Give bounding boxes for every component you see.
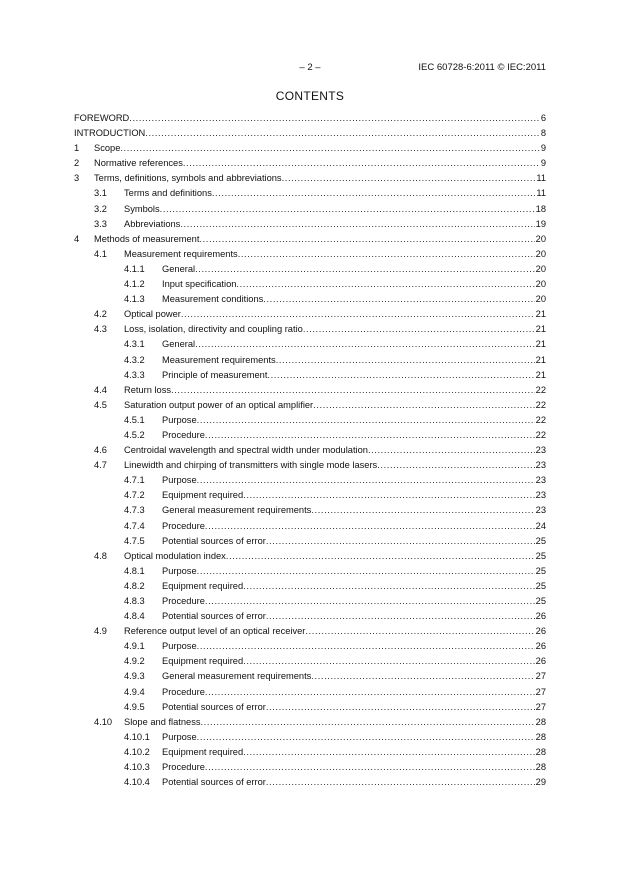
toc-entry-body	[124, 443, 546, 458]
toc-entry-page: 18	[535, 203, 546, 214]
toc-entry-title: Principle of measurement	[162, 369, 268, 380]
toc-entry-number: 4.3.1	[124, 339, 145, 350]
dot-leader	[180, 217, 534, 232]
toc-entry-body	[94, 171, 546, 186]
toc-entry[interactable]	[74, 141, 546, 156]
toc-entry-title: Equipment required	[162, 656, 244, 667]
toc-entry-page: 26	[535, 611, 546, 622]
toc-entry-number: 4.10	[94, 716, 113, 727]
toc-entry-title: INTRODUCTION	[74, 128, 146, 139]
dot-leader	[243, 745, 535, 760]
toc-entry-title: Return loss	[124, 384, 172, 395]
toc-entry-number: 4.1.1	[124, 263, 145, 274]
toc-entry-body	[162, 292, 546, 307]
toc-entry[interactable]	[74, 473, 546, 488]
dot-leader	[197, 413, 535, 428]
toc-entry-body	[162, 503, 546, 518]
toc-entry-number: 3.2	[94, 203, 107, 214]
toc-entry-page: 24	[535, 520, 546, 531]
toc-entry-number: 4.3.3	[124, 369, 145, 380]
toc-entry[interactable]	[74, 217, 546, 232]
toc-entry-body	[162, 730, 546, 745]
dot-leader	[266, 775, 535, 790]
toc-entry-number: 4.8.1	[124, 565, 145, 576]
dot-leader	[236, 277, 534, 292]
toc-entry-page: 8	[540, 128, 546, 139]
dot-leader	[243, 488, 535, 503]
toc-entry-body	[124, 247, 546, 262]
toc-entry-page: 22	[535, 399, 546, 410]
dot-leader	[201, 715, 535, 730]
toc-entry[interactable]	[74, 639, 546, 654]
toc-entry[interactable]	[74, 322, 546, 337]
toc-entry-body	[124, 202, 546, 217]
dot-leader	[303, 322, 535, 337]
toc-entry[interactable]	[74, 443, 546, 458]
toc-entry[interactable]	[74, 624, 546, 639]
dot-leader	[197, 639, 535, 654]
dot-leader	[205, 428, 535, 443]
toc-entry-page: 23	[535, 460, 546, 471]
toc-entry-number: 4.8.2	[124, 580, 145, 591]
toc-entry-number: 3	[74, 173, 80, 184]
toc-entry-body	[162, 413, 546, 428]
toc-entry-number: 4.6	[94, 445, 107, 456]
toc-entry-body	[124, 458, 546, 473]
toc-entry-body	[162, 473, 546, 488]
toc-entry-title: Terms, definitions, symbols and abbreviations	[94, 173, 282, 184]
toc-entry[interactable]	[74, 579, 546, 594]
toc-entry[interactable]	[74, 564, 546, 579]
toc-entry-page: 21	[535, 354, 546, 365]
toc-entry-title: Measurement requirements	[162, 354, 276, 365]
toc-entry-number: 4.1	[94, 248, 107, 259]
toc-entry-page: 11	[536, 188, 546, 199]
toc-entry[interactable]	[74, 292, 546, 307]
toc-entry-page: 11	[536, 173, 546, 184]
toc-entry-body	[162, 262, 546, 277]
toc-entry-page: 25	[535, 535, 546, 546]
toc-entry-page: 21	[535, 369, 546, 380]
toc-entry[interactable]	[74, 654, 546, 669]
toc-entry-number: 4.1.3	[124, 294, 145, 305]
toc-entry-body	[162, 639, 546, 654]
toc-entry-body	[162, 654, 546, 669]
toc-entry-page: 21	[535, 339, 546, 350]
page-title: CONTENTS	[275, 89, 345, 103]
dot-leader	[197, 730, 535, 745]
toc-entry[interactable]	[74, 428, 546, 443]
toc-entry-page: 27	[535, 701, 546, 712]
toc-entry-page: 19	[535, 218, 546, 229]
toc-entry-body	[162, 353, 546, 368]
toc-entry-body	[162, 368, 546, 383]
dot-leader	[129, 111, 540, 126]
toc-entry-page: 26	[535, 641, 546, 652]
toc-entry[interactable]	[74, 202, 546, 217]
toc-entry-page: 23	[535, 445, 546, 456]
toc-entry-number: 2	[74, 158, 80, 169]
toc-entry-number: 3.1	[94, 188, 107, 199]
toc-entry-title: Procedure	[162, 520, 205, 531]
toc-entry[interactable]	[74, 277, 546, 292]
toc-entry-title: Symbols	[124, 203, 160, 214]
toc-entry-number: 4.5.1	[124, 414, 145, 425]
toc-entry-page: 23	[535, 475, 546, 486]
toc-entry[interactable]	[74, 368, 546, 383]
toc-entry-title: Loss, isolation, directivity and coupling ratio	[124, 324, 303, 335]
toc-entry-number: 4.10.4	[124, 777, 150, 788]
toc-entry-title: Terms and definitions	[124, 188, 212, 199]
toc-entry-page: 26	[535, 626, 546, 637]
toc-entry[interactable]	[74, 156, 546, 171]
toc-entry-body	[124, 186, 546, 201]
toc-entry[interactable]	[74, 775, 546, 790]
toc-entry-body	[162, 277, 546, 292]
dot-leader	[145, 126, 540, 141]
toc-entry-page: 20	[535, 279, 546, 290]
dot-leader	[267, 368, 534, 383]
toc-entry-page: 22	[535, 384, 546, 395]
dot-leader	[377, 458, 534, 473]
toc-entry[interactable]	[74, 126, 546, 141]
toc-entry-page: 28	[535, 731, 546, 742]
toc-entry[interactable]	[74, 413, 546, 428]
toc-entry-title: Equipment required	[162, 490, 244, 501]
toc-entry-number: 4.9.5	[124, 701, 145, 712]
toc-entry-page: 28	[535, 716, 546, 727]
toc-entry-number: 4.10.1	[124, 731, 150, 742]
toc-entry-page: 9	[540, 143, 546, 154]
toc-entry-body	[162, 775, 546, 790]
toc-entry-title: Purpose	[162, 565, 197, 576]
toc-entry-body	[124, 398, 546, 413]
toc-entry-number: 4.7.4	[124, 520, 145, 531]
toc-entry-page: 20	[535, 248, 546, 259]
dot-leader	[195, 262, 535, 277]
toc-entry-title: Measurement requirements	[124, 248, 238, 259]
toc-entry-page: 26	[535, 656, 546, 667]
dot-leader	[205, 519, 535, 534]
page-header	[0, 62, 620, 76]
toc-entry-title: Potential sources of error	[162, 777, 266, 788]
toc-entry-page: 28	[535, 746, 546, 757]
dot-leader	[263, 292, 534, 307]
toc-entry-body	[124, 383, 546, 398]
toc-entry[interactable]	[74, 519, 546, 534]
toc-entry-title: Procedure	[162, 686, 205, 697]
dot-leader	[205, 760, 535, 775]
toc-entry-body	[74, 111, 546, 126]
toc-entry-body	[94, 232, 546, 247]
toc-entry-title: Purpose	[162, 475, 197, 486]
toc-entry-title: Potential sources of error	[162, 701, 266, 712]
toc-entry-number: 4.9.4	[124, 686, 145, 697]
toc-entry[interactable]	[74, 458, 546, 473]
toc-entry-title: Abbreviations	[124, 218, 181, 229]
toc-entry-title: General measurement requirements	[162, 505, 312, 516]
toc-entry-title: Saturation output power of an optical amplifier	[124, 399, 314, 410]
toc-entry-page: 23	[535, 505, 546, 516]
toc-entry[interactable]	[74, 171, 546, 186]
toc-entry[interactable]	[74, 549, 546, 564]
dot-leader	[266, 700, 535, 715]
toc-entry-body	[124, 624, 546, 639]
toc-entry-number: 3.3	[94, 218, 107, 229]
toc-entry-body	[162, 519, 546, 534]
dot-leader	[205, 594, 535, 609]
toc-entry-body	[94, 156, 546, 171]
dot-leader	[195, 337, 535, 352]
toc-entry-title: Potential sources of error	[162, 535, 266, 546]
toc-entry-title: Purpose	[162, 731, 197, 742]
dot-leader	[181, 307, 535, 322]
toc-entry-body	[162, 564, 546, 579]
toc-entry-number: 4	[74, 233, 80, 244]
toc-entry-title: Measurement conditions	[162, 294, 264, 305]
toc-entry-page: 20	[535, 233, 546, 244]
toc-entry-number: 4.10.3	[124, 762, 150, 773]
toc-entry[interactable]	[74, 745, 546, 760]
toc-entry-number: 4.3	[94, 324, 107, 335]
toc-entry-title: Linewidth and chirping of transmitters with single mode lasers	[124, 460, 378, 471]
toc-entry-body	[162, 594, 546, 609]
toc-entry[interactable]	[74, 715, 546, 730]
toc-entry-number: 4.1.2	[124, 279, 145, 290]
toc-entry-body	[124, 322, 546, 337]
toc-entry-body	[124, 549, 546, 564]
toc-entry-number: 4.7	[94, 460, 107, 471]
toc-entry-page: 25	[535, 550, 546, 561]
toc-entry[interactable]	[74, 232, 546, 247]
dot-leader	[243, 579, 535, 594]
toc-entry-number: 4.8.3	[124, 596, 145, 606]
dot-leader	[238, 247, 535, 262]
table-of-contents	[74, 111, 546, 790]
toc-entry-body	[124, 715, 546, 730]
toc-entry[interactable]	[74, 594, 546, 609]
toc-entry-title: General	[162, 263, 196, 274]
toc-entry[interactable]	[74, 337, 546, 352]
toc-entry-body	[162, 488, 546, 503]
toc-entry-title: Centroidal wavelength and spectral width under modulation	[124, 445, 368, 456]
dot-leader	[368, 443, 535, 458]
toc-entry[interactable]	[74, 488, 546, 503]
toc-entry-page: 6	[540, 113, 546, 123]
toc-entry-number: 4.7.3	[124, 505, 145, 516]
dot-leader	[171, 383, 535, 398]
dot-leader	[311, 503, 534, 518]
toc-entry-page: 25	[535, 596, 546, 606]
toc-entry[interactable]	[74, 503, 546, 518]
toc-entry-page: 27	[535, 671, 546, 682]
toc-entry-title: Optical power	[124, 309, 181, 320]
toc-entry-title: Slope and flatness	[124, 716, 201, 727]
toc-entry[interactable]	[74, 247, 546, 262]
toc-entry-body	[74, 126, 546, 141]
toc-entry-title: Input specification	[162, 279, 237, 290]
toc-entry-number: 4.9.1	[124, 641, 145, 652]
dot-leader	[276, 353, 535, 368]
dot-leader	[199, 232, 534, 247]
toc-entry-title: Procedure	[162, 762, 205, 773]
toc-entry-title: Reference output level of an optical receiver	[124, 626, 306, 637]
toc-entry-title: FOREWORD	[74, 113, 130, 123]
dot-leader	[266, 534, 535, 549]
toc-entry-page: 29	[535, 777, 546, 788]
dot-leader	[183, 156, 540, 171]
dot-leader	[197, 473, 535, 488]
toc-entry-number: 4.2	[94, 309, 107, 320]
toc-entry-number: 4.8	[94, 550, 107, 561]
toc-entry-body	[162, 669, 546, 684]
toc-entry-body	[162, 745, 546, 760]
dot-leader	[311, 669, 534, 684]
toc-entry-page: 23	[535, 490, 546, 501]
toc-entry[interactable]	[74, 700, 546, 715]
toc-entry-body	[162, 428, 546, 443]
toc-entry-body	[162, 760, 546, 775]
toc-entry[interactable]	[74, 760, 546, 775]
toc-entry-number: 4.7.1	[124, 475, 145, 486]
dot-leader	[243, 654, 535, 669]
toc-entry-number: 4.7.5	[124, 535, 145, 546]
page-number: – 2 –	[299, 62, 321, 73]
dot-leader	[226, 549, 535, 564]
toc-entry-page: 27	[535, 686, 546, 697]
toc-entry[interactable]	[74, 186, 546, 201]
dot-leader	[305, 624, 534, 639]
dot-leader	[282, 171, 536, 186]
dot-leader	[212, 186, 535, 201]
toc-entry[interactable]	[74, 609, 546, 624]
standard-reference: IEC 60728-6:2011 © IEC:2011	[418, 62, 546, 73]
toc-entry-title: General	[162, 339, 196, 350]
toc-entry[interactable]	[74, 398, 546, 413]
toc-entry-number: 1	[74, 143, 80, 154]
toc-entry-title: Scope	[94, 143, 121, 154]
toc-entry[interactable]	[74, 262, 546, 277]
toc-entry-page: 21	[535, 309, 546, 320]
toc-entry-body	[162, 609, 546, 624]
toc-entry-title: Normative references	[94, 158, 183, 169]
toc-entry-body	[162, 700, 546, 715]
dot-leader	[197, 564, 535, 579]
toc-entry-number: 4.9.2	[124, 656, 145, 667]
dot-leader	[160, 202, 535, 217]
dot-leader	[205, 685, 535, 700]
toc-entry-page: 22	[535, 429, 546, 440]
toc-entry-number: 4.4	[94, 384, 107, 395]
toc-entry-body	[124, 217, 546, 232]
toc-entry-number: 4.8.4	[124, 611, 145, 622]
toc-entry-number: 4.9	[94, 626, 107, 637]
toc-entry-title: Procedure	[162, 429, 205, 440]
toc-entry-body	[94, 141, 546, 156]
toc-entry[interactable]	[74, 111, 546, 126]
toc-entry-title: Optical modulation index	[124, 550, 226, 561]
toc-entry-page: 25	[535, 580, 546, 591]
toc-entry-page: 20	[535, 294, 546, 305]
dot-leader	[120, 141, 539, 156]
toc-entry-page: 28	[535, 762, 546, 773]
dot-leader	[313, 398, 535, 413]
toc-entry-title: Purpose	[162, 641, 197, 652]
toc-entry-title: Procedure	[162, 596, 205, 606]
toc-entry-number: 4.10.2	[124, 746, 150, 757]
toc-entry-title: General measurement requirements	[162, 671, 312, 682]
toc-entry-title: Purpose	[162, 414, 197, 425]
toc-entry[interactable]	[74, 534, 546, 549]
toc-entry-body	[124, 307, 546, 322]
toc-entry-page: 20	[535, 263, 546, 274]
toc-entry[interactable]	[74, 685, 546, 700]
toc-entry-page: 9	[540, 158, 546, 169]
toc-entry-title: Equipment required	[162, 746, 244, 757]
toc-entry-body	[162, 685, 546, 700]
toc-entry[interactable]	[74, 730, 546, 745]
toc-entry-body	[162, 337, 546, 352]
toc-entry-number: 4.7.2	[124, 490, 145, 501]
toc-entry[interactable]	[74, 307, 546, 322]
toc-entry-title: Equipment required	[162, 580, 244, 591]
toc-entry-page: 25	[535, 565, 546, 576]
toc-entry-number: 4.9.3	[124, 671, 145, 682]
toc-entry-page: 22	[535, 414, 546, 425]
toc-entry[interactable]	[74, 383, 546, 398]
toc-entry-body	[162, 579, 546, 594]
toc-entry-body	[162, 534, 546, 549]
toc-entry-number: 4.5	[94, 399, 107, 410]
dot-leader	[266, 609, 535, 624]
toc-entry[interactable]	[74, 353, 546, 368]
toc-entry-title: Potential sources of error	[162, 611, 266, 622]
toc-entry-title: Methods of measurement	[94, 233, 200, 244]
toc-entry-number: 4.5.2	[124, 429, 145, 440]
toc-entry[interactable]	[74, 669, 546, 684]
toc-entry-page: 21	[535, 324, 546, 335]
toc-entry-number: 4.3.2	[124, 354, 145, 365]
